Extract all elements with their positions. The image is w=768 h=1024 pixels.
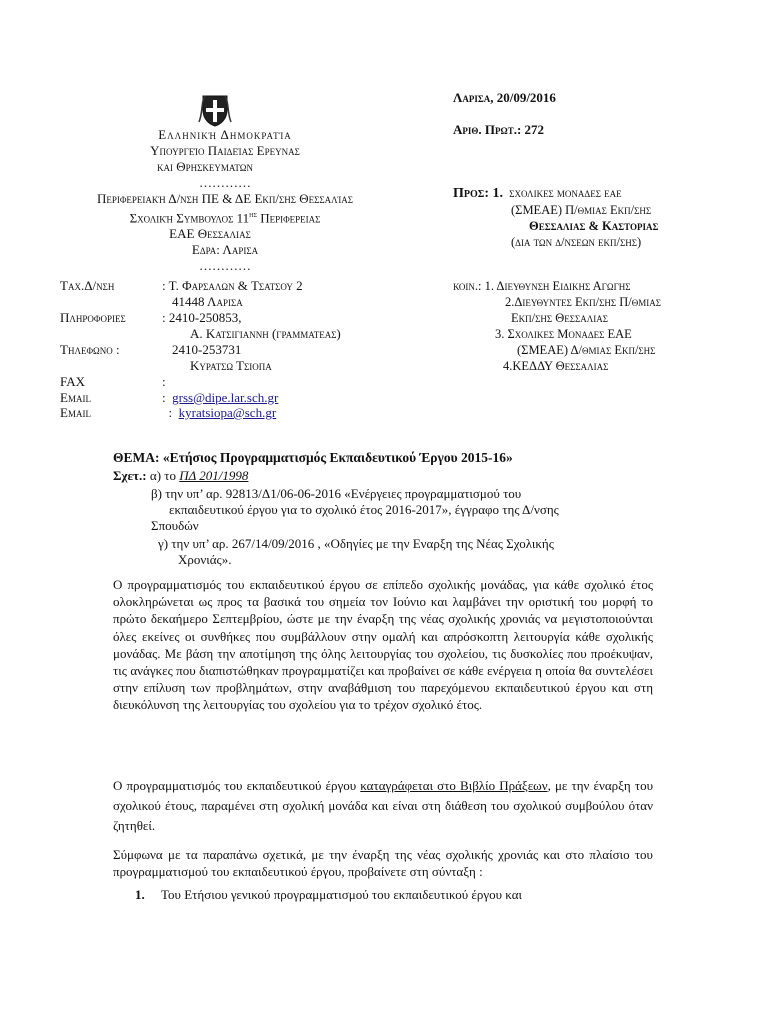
cc-line: 2.Διευθυντες Εκπ/σης Π/θμιας (505, 295, 661, 309)
directorate-name: Περιφερειακή Δ/νση ΠΕ & ΔΕ Εκπ/σης Θεσσαλίας (96, 191, 354, 206)
recipient-line: Θεσσαλιας & Καστοριας (529, 219, 659, 233)
sender-header (60, 127, 390, 274)
recipient-line: σχολικες μοναδες εαε (509, 186, 622, 200)
school-advisor-line: Σχολική Συμβουλος $11^{\eta\varsigma}$ Περιφερειας (129, 210, 321, 226)
cc-block (453, 278, 743, 374)
reference-b-line: β) την υπ’ αρ. 92813/Δ1/06-06-2016 «Ενέργειες προγραμματισμού του (151, 486, 522, 501)
reference-c-line: Χρονιάς». (178, 552, 232, 567)
cc-line: 3. Σχολικες Μοναδες ΕΑΕ (495, 327, 632, 341)
separator: ………… (199, 175, 251, 190)
cc-line: (ΣΜΕΑΕ) Δ/θμιας Εκπ/σης (517, 343, 656, 357)
list-item (135, 887, 655, 903)
decree-link[interactable]: ΠΔ 201/1998 (179, 468, 249, 483)
postal-code: 41448 Λαρισα (172, 294, 243, 309)
subject-line: ΘΕΜΑ: «Ετήσιος Προγραμματισμός Εκπαιδευτικού Έργου 2015-16» (113, 450, 513, 465)
list-item-number: 1. (135, 887, 145, 902)
reference-b-line: Σπουδών (151, 518, 199, 533)
paragraph: Σύμφωνα με τα παραπάνω σχετικά, με την έναρξη της νέας σχολικής χρονιάς και στο πλαίσιο του προγραμματισμού του εκπαιδευτικού έργου, προβαίνετε στη σύνταξη : (113, 847, 653, 879)
special-education-label: ΕΑΕ Θεσσαλιας (169, 226, 251, 242)
separator: ………… (199, 258, 251, 274)
recipient-line: (δια των δ/νσεων εκπ/σης) (511, 235, 642, 249)
cc-line: κοιν.: 1. Διευθυνση Ειδικης Αγωγης (453, 279, 631, 293)
minutes-book-link: καταγράφεται στο Βιβλίο Πράξεων (360, 778, 548, 793)
document-date: Λαρισα, 20/09/2016 (453, 90, 556, 105)
paragraph: Ο προγραμματισμός του εκπαιδευτικού έργου καταγράφεται στο Βιβλίο Πράξεων, με την έναρξη του σχολικού έτους, παραμένει στη σχολική μονάδα και είναι στη διάθεση του σχολικού συμβούλου όταν ζητηθεί. (113, 778, 653, 833)
fax-row: FAX : (60, 374, 166, 389)
recipient-line: (ΣΜΕΑΕ) Π/θμιας Εκπ/σης (511, 203, 652, 217)
recipients-label: Προς: 1. (453, 186, 503, 201)
info-row: Πληροφοριες : 2410-250853, (60, 310, 242, 325)
email-row: Email : grss@dipe.lar.sch.gr (60, 390, 279, 405)
list-item-text: Του Ετήσιου γενικού προγραμματισμού του εκπαιδευτικού έργου και (161, 887, 523, 902)
republic-name: Ελληνική Δημοκρατία (158, 127, 292, 142)
reference-b-line: εκπαιδευτικού έργου για το σχολικό έτος 2016-2017», έγγραφο της Δ/νσης (169, 502, 559, 517)
email-row: Email : kyratsiopa@sch.gr (60, 405, 277, 420)
seat-label: Εδρα: Λαρισα (191, 242, 259, 258)
cc-line: 4.ΚΕΔΔΥ Θεσσαλιας (503, 359, 609, 373)
phone-row: Τηλεφωνο : 2410-253731 (60, 342, 242, 357)
address-row: Ταχ.Δ/νση : Τ. Φαρσαλων & Τσατσου 2 (60, 278, 303, 293)
reference-a: Σχετ.: α) το ΠΔ 201/1998 (113, 468, 249, 483)
recipients-block (453, 185, 743, 250)
ministry-line-2: και Θρησκευματων (157, 159, 253, 174)
phone-person: Κυρατσω Τσιοπα (190, 358, 272, 373)
ministry-line-1: Υπουργείο Παιδείας Ερευνας (150, 143, 300, 158)
reference-c-line: γ) την υπ’ αρ. 267/14/09/2016 , «Οδηγίες με την Εναρξη της Νέας Σχολικής (158, 536, 554, 551)
greek-coat-of-arms-icon (197, 92, 233, 128)
info-person: Α. Κατσιγιαννη (γραμματεας) (190, 326, 341, 341)
paragraph: Ο προγραμματισμός του εκπαιδευτικού έργου σε επίπεδο σχολικής μονάδας, για κάθε σχολικό έτος ολοκληρώνεται ως προς τα βασικά του σημεία τον Ιούνιο και λαμβάνει την οριστική του μορφή το πρώτο δεκαήμερο Σεπτεμβρίου, ώστε με την έναρξη της νέας σχολικής χρονιάς να μεγιστοποιούνται όλες εκείνες οι συνθήκες που συμβάλλουν στην ομαλή και απρόσκοπτη λειτουργία κάθε σχολικής μονάδας. Με βάση την αποτίμηση της όλης λειτουργίας του σχολείου, τις δυσκολίες που προέκυψαν, τις ανάγκες που διαπιστώθηκαν προγραμματίζει και προβαίνει σε κάθε ενέργεια η οποία θα συντελέσει στην επίλυση των προβλημάτων, στην αναβάθμιση του παρεχόμενου εκπαιδευτικού έργου και στη διευκόλυνση της λειτουργίας του σχολείου για το τρέχον σχολικό έτος. (113, 577, 653, 713)
email-link[interactable]: kyratsiopa@sch.gr (178, 405, 277, 420)
email-link[interactable]: grss@dipe.lar.sch.gr (172, 390, 279, 405)
cc-line: Εκπ/σης Θεσσαλιας (511, 311, 608, 325)
protocol-number: Αριθ. Πρωτ.: 272 (453, 122, 545, 137)
